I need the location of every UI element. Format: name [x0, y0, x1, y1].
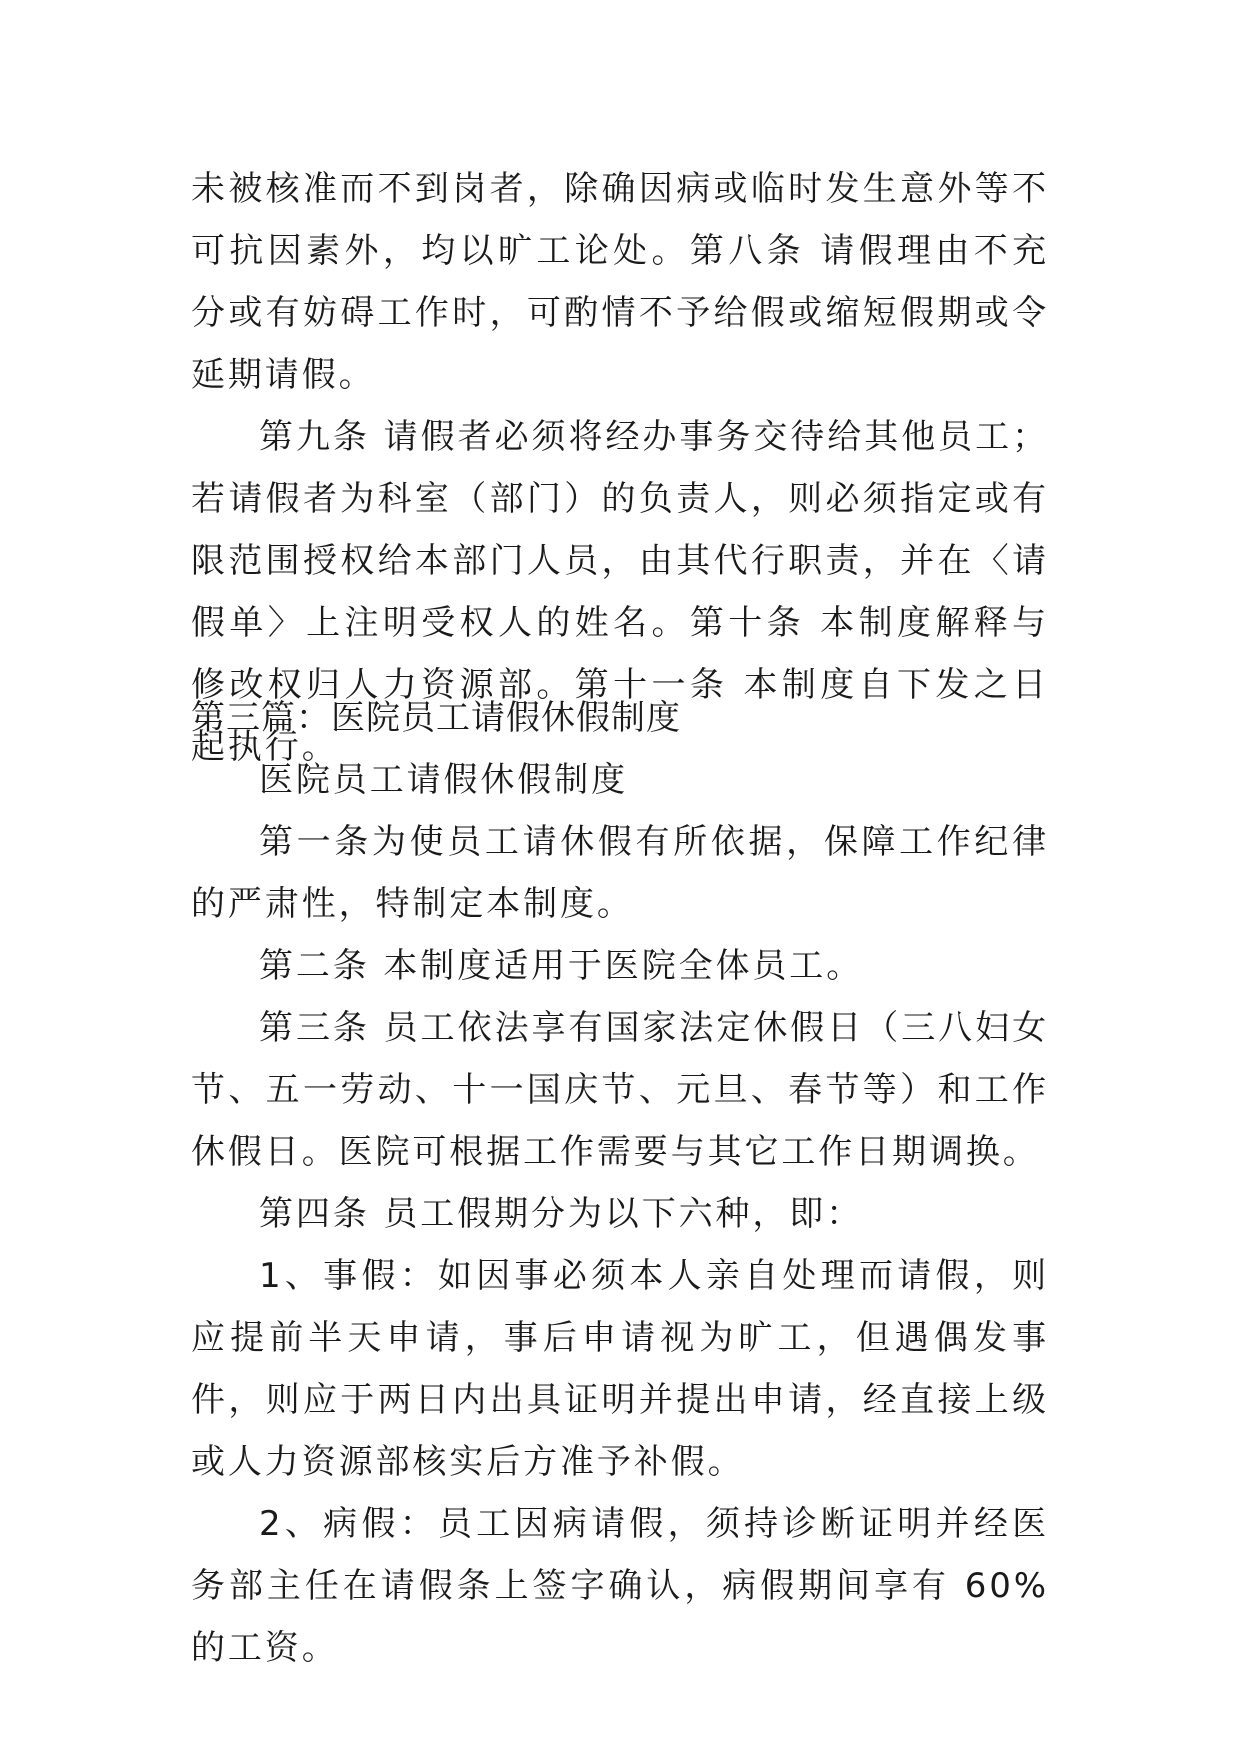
paragraph: 第九条 请假者必须将经办事务交待给其他员工；若请假者为科室（部门）的负责人，则必须指定或有限范围授权给本部门人员，由其代行职责，并在〈请假单〉上注明受权人的姓名。第十条 本制度解释与修改权归人力资源部。第十一条 本制度自下发之日起执行。: [191, 417, 1049, 767]
document-title: 医院员工请假休假制度: [259, 760, 628, 800]
paragraph: 1、事假：如因事必须本人亲自处理而请假，则应提前半天申请，事后申请视为旷工，但遇偶发事件，则应于两日内出具证明并提出申请，经直接上级或人力资源部核实后方准予补假。: [191, 1256, 1049, 1482]
paragraph: 第四条 员工假期分为以下六种，即：: [259, 1194, 864, 1234]
paragraph: 第一条为使员工请休假有所依据，保障工作纪律的严肃性，特制定本制度。: [191, 822, 1049, 924]
paragraph: 未被核准而不到岗者，除确因病或临时发生意外等不可抗因素外，均以旷工论处。第八条 请假理由不充分或有妨碍工作时，可酌情不予给假或缩短假期或令延期请假。: [191, 169, 1049, 395]
paragraph: 第二条 本制度适用于医院全体员工。: [259, 946, 864, 986]
paragraph: 第三条 员工依法享有国家法定休假日（三八妇女节、五一劳动、十一国庆节、元旦、春节等）和工作休假日。医院可根据工作需要与其它工作日期调换。: [191, 1008, 1049, 1172]
paragraph: 2、病假：员工因病请假，须持诊断证明并经医务部主任在请假条上签字确认，病假期间享有 60%的工资。: [191, 1504, 1049, 1668]
text-block-section-three: [191, 687, 1049, 1679]
text-block-continued: [191, 158, 1049, 778]
section-heading: 第三篇：医院员工请假休假制度: [191, 698, 681, 738]
